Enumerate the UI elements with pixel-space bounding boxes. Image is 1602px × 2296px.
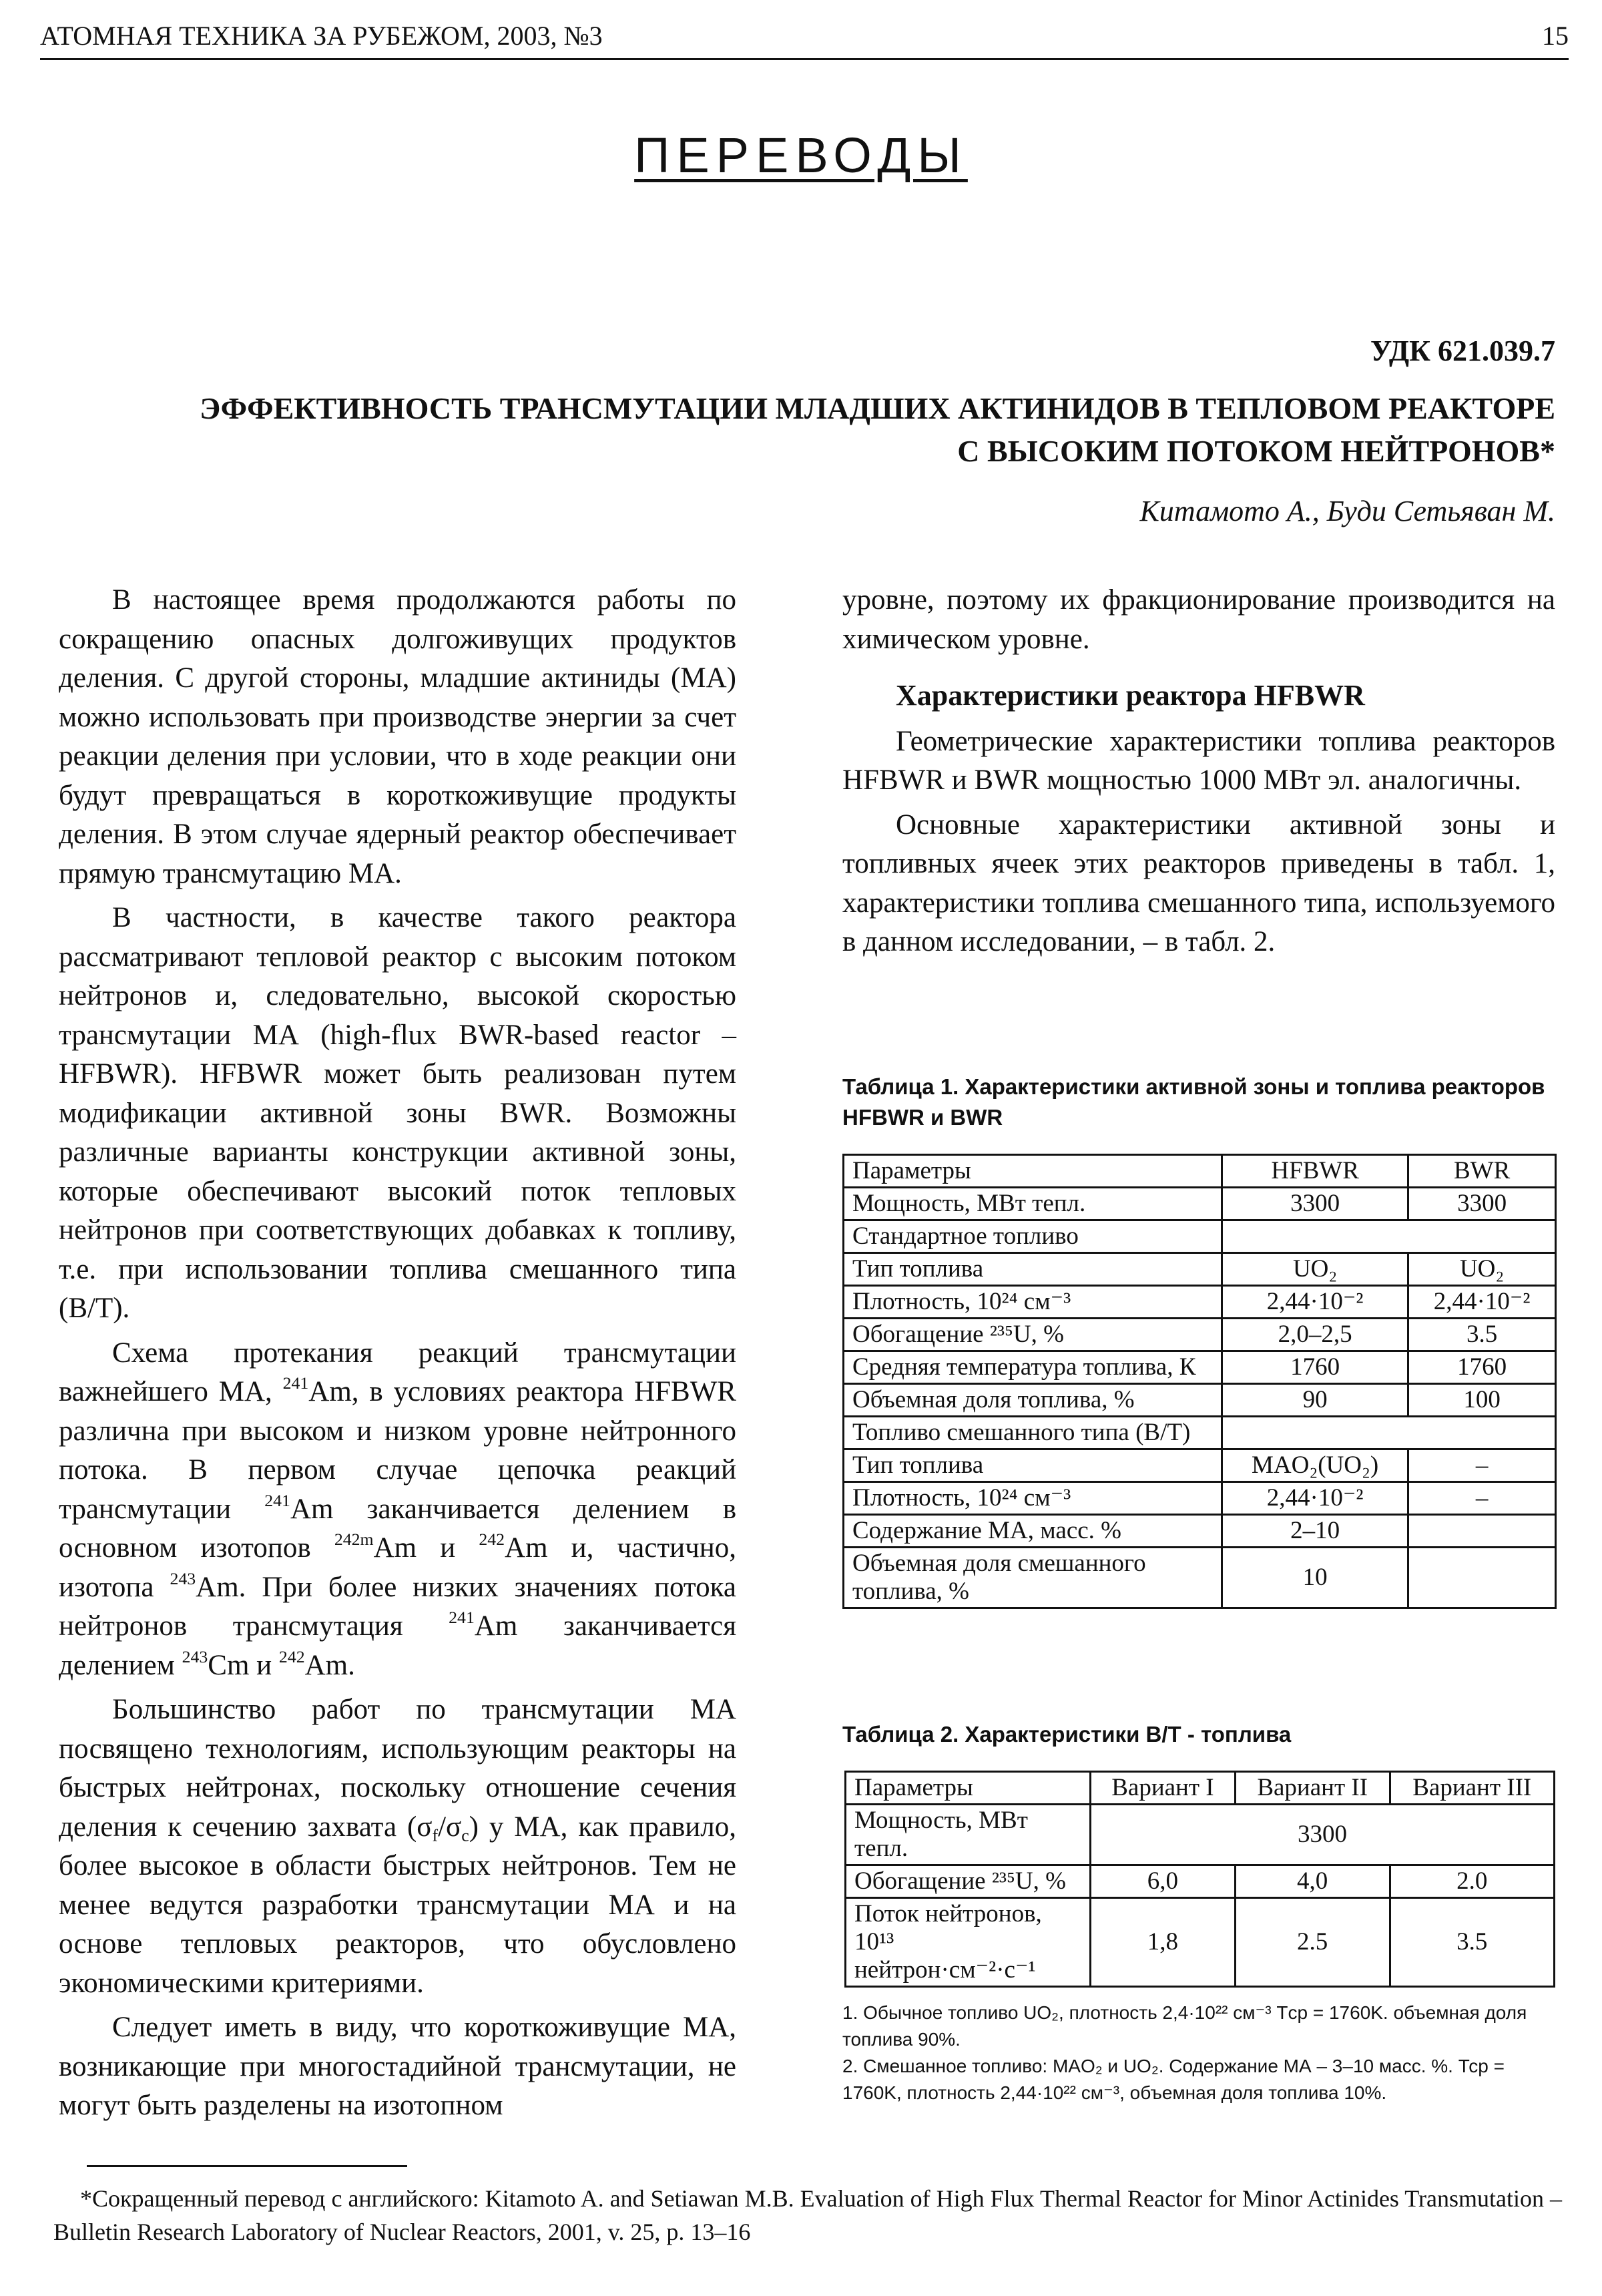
table-row — [844, 1286, 1556, 1319]
header-cell: BWR — [1408, 1155, 1556, 1188]
paragraph: уровне, поэтому их фракционирование производится на химическом уровне. — [842, 584, 1555, 655]
text-run: Am. — [304, 1649, 355, 1681]
value-cell: – — [1408, 1482, 1556, 1515]
value-cell: 1760 — [1222, 1351, 1408, 1384]
value-cell: 2,44·10⁻² — [1408, 1286, 1556, 1319]
table-row — [846, 1865, 1555, 1898]
note: 2. Смешанное топливо: MAO₂ и UO₂. Содержание МА – 3–10 масс. %. Тср = 1760K, плотность 2,44·10²² см⁻³, объемная доля топлива 10%. — [842, 2056, 1505, 2103]
note: 1. Обычное топливо UO₂, плотность 2,4·10²² см⁻³ Tср = 1760K. объемная доля топлива 90%. — [842, 2002, 1527, 2050]
table1-caption: Таблица 1. Характеристики активной зоны и топлива реакторов HFBWR и BWR — [842, 1074, 1545, 1130]
value-cell: – — [1408, 1449, 1556, 1482]
text-run: Am заканчивается делением в основном изотопов — [59, 1493, 736, 1564]
param-cell: Плотность, 10²⁴ см⁻³ — [844, 1482, 1222, 1515]
value-cell: 6,0 — [1091, 1865, 1236, 1898]
value-cell — [1408, 1515, 1556, 1548]
text-run: Am. При более низких значениях потока нейтронов трансмутация — [59, 1571, 736, 1642]
superscript: 242m — [334, 1529, 374, 1549]
table-header-row — [844, 1155, 1556, 1188]
superscript: 243 — [170, 1568, 196, 1588]
value-cell: UO₂ — [1222, 1253, 1408, 1286]
section-title — [0, 127, 1602, 184]
text-run: В частности, в качестве такого реактора рассматривают тепловой реактор с высоким потоком нейтронов и, следовательно, высокой скоростью трансмутации МА (high-flux BWR-based reactor – HFBWR). HFBWR может быть реализован путем модификации активной зоны BWR. Возможны различные варианты конструкции активной зоны, которые обеспечивают высокий поток тепловых нейтронов при соответствующих добавках к топливу, т.е. при использовании топлива смешанного типа (B/T). — [59, 902, 736, 1324]
table-notes — [842, 2000, 1557, 2106]
page-number: 15 — [1542, 21, 1569, 51]
param-cell: Мощность, МВт тепл. — [844, 1188, 1222, 1220]
title-line-1: ЭФФЕКТИВНОСТЬ ТРАНСМУТАЦИИ МЛАДШИХ АКТИНИДОВ В ТЕПЛОВОМ РЕАКТОРЕ — [200, 391, 1555, 425]
text-run: Am и, частично, изотопа — [59, 1532, 737, 1603]
table-row — [844, 1351, 1556, 1384]
superscript: 241 — [282, 1373, 309, 1393]
header-cell: Параметры — [844, 1155, 1222, 1188]
table-row — [846, 1898, 1555, 1987]
text-run: /σ — [438, 1811, 462, 1843]
header-cell: Параметры — [846, 1772, 1091, 1805]
superscript: 242 — [278, 1646, 305, 1666]
param-cell: Плотность, 10²⁴ см⁻³ — [844, 1286, 1222, 1319]
table-row — [844, 1253, 1556, 1286]
header-cell: Вариант II — [1235, 1772, 1390, 1805]
param-cell: Объемная доля топлива, % — [844, 1384, 1222, 1417]
header-cell: HFBWR — [1222, 1155, 1408, 1188]
header-cell: Вариант III — [1390, 1772, 1555, 1805]
paragraph — [59, 581, 736, 893]
empty-cell — [1222, 1220, 1556, 1253]
superscript: 242 — [479, 1529, 505, 1549]
table-row — [844, 1220, 1556, 1253]
subscript: f — [432, 1825, 439, 1845]
value-cell: 2,44·10⁻² — [1222, 1482, 1408, 1515]
value-cell: 10 — [1222, 1548, 1408, 1608]
text-run: Схема протекания реакций трансмутации важнейшего МА, — [59, 1337, 736, 1407]
text-run: Am, в условиях реактора HFBWR различна при высоком и низком уровне нейтронного потока. В первом случае цепочка реакций трансмутации — [59, 1376, 736, 1525]
empty-cell — [1222, 1417, 1556, 1449]
section-title-text: ПЕРЕВОДЫ — [634, 128, 968, 183]
table-header-row — [846, 1772, 1555, 1805]
value-cell: 3300 — [1091, 1805, 1555, 1865]
value-cell: 2.0 — [1390, 1865, 1555, 1898]
subscript: c — [461, 1825, 469, 1845]
paragraph — [59, 2008, 736, 2126]
paragraph — [59, 1334, 736, 1686]
superscript: 241 — [264, 1490, 290, 1510]
value-cell: 2,0–2,5 — [1222, 1319, 1408, 1351]
superscript: 241 — [449, 1607, 475, 1627]
value-cell: 90 — [1222, 1384, 1408, 1417]
table-row — [844, 1515, 1556, 1548]
paragraph: Основные характеристики активной зоны и топливных ячеек этих реакторов приведены в табл. 1, характеристики топлива смешанного типа, используемого в данном исследовании, – в табл. 2. — [842, 809, 1555, 957]
value-cell: 3300 — [1408, 1188, 1556, 1220]
param-cell: Поток нейтронов, 10¹³ нейтрон·см⁻²·с⁻¹ — [846, 1898, 1091, 1987]
param-cell: Средняя температура топлива, К — [844, 1351, 1222, 1384]
authors: Китамото А., Буди Сетьяван М. — [1139, 495, 1555, 527]
table1 — [842, 1154, 1557, 1609]
value-cell — [1408, 1548, 1556, 1608]
param-cell: Обогащение ²³⁵U, % — [844, 1319, 1222, 1351]
param-cell: Топливо смешанного типа (B/T) — [844, 1417, 1222, 1449]
param-cell: Мощность, МВт тепл. — [846, 1805, 1091, 1865]
paragraph — [59, 899, 736, 1329]
header-cell: Вариант I — [1091, 1772, 1236, 1805]
udk-code: УДК 621.039.7 — [1370, 334, 1555, 367]
subheading: Характеристики реактора HFBWR — [896, 679, 1365, 712]
value-cell: 1760 — [1408, 1351, 1556, 1384]
text-run: ) у МА, как правило, более высокое в области быстрых нейтронов. Тем не менее ведутся разработки трансмутации МА и на основе тепловых реакторов, что обусловлено экономическими критериями. — [59, 1811, 736, 1999]
text-run: Следует иметь в виду, что короткоживущие МА, возникающие при многостадийной трансмутации, не могут быть разделены на изотопном — [59, 2012, 736, 2121]
table-row — [844, 1417, 1556, 1449]
table-row — [844, 1319, 1556, 1351]
value-cell: UO₂ — [1408, 1253, 1556, 1286]
left-column — [59, 581, 736, 2126]
param-cell: Стандартное топливо — [844, 1220, 1222, 1253]
value-cell: 3.5 — [1408, 1319, 1556, 1351]
value-cell: 3300 — [1222, 1188, 1408, 1220]
value-cell: 2.5 — [1235, 1898, 1390, 1987]
right-column — [842, 581, 1555, 962]
paragraph — [59, 1690, 736, 2003]
superscript: 243 — [182, 1646, 208, 1666]
param-cell: Обогащение ²³⁵U, % — [846, 1865, 1091, 1898]
journal-name: АТОМНАЯ ТЕХНИКА ЗА РУБЕЖОМ, 2003, №3 — [40, 21, 603, 51]
paragraph: Геометрические характеристики топлива реакторов HFBWR и BWR мощностью 1000 МВт эл. аналогичны. — [842, 725, 1555, 796]
text-run: Am и — [373, 1532, 479, 1564]
value-cell: MAO₂(UO₂) — [1222, 1449, 1408, 1482]
value-cell: 1,8 — [1091, 1898, 1236, 1987]
value-cell: 4,0 — [1235, 1865, 1390, 1898]
article-title — [53, 387, 1555, 473]
footnote-divider — [87, 2165, 407, 2167]
text-run: Большинство работ по трансмутации МА посвящено технологиям, использующим реакторы на быстрых нейтронах, поскольку отношение сечения деления к сечению захвата (σ — [59, 1694, 736, 1843]
param-cell: Тип топлива — [844, 1253, 1222, 1286]
table2 — [844, 1771, 1555, 1988]
value-cell: 2,44·10⁻² — [1222, 1286, 1408, 1319]
table-row — [846, 1805, 1555, 1865]
text-run: Cm и — [208, 1649, 279, 1681]
text-run: Am заканчивается делением — [59, 1610, 736, 1681]
table-row — [844, 1482, 1556, 1515]
param-cell: Тип топлива — [844, 1449, 1222, 1482]
value-cell: 3.5 — [1390, 1898, 1555, 1987]
param-cell: Объемная доля смешанного топлива, % — [844, 1548, 1222, 1608]
value-cell: 2–10 — [1222, 1515, 1408, 1548]
table-row — [844, 1449, 1556, 1482]
value-cell: 100 — [1408, 1384, 1556, 1417]
param-cell: Содержание МА, масс. % — [844, 1515, 1222, 1548]
table-row — [844, 1188, 1556, 1220]
footnote: *Сокращенный перевод с английского: Kitamoto A. and Setiawan M.B. Evaluation of High Flux Thermal Reactor for Minor Actinides Transmutation – Bulletin Research Laboratory of Nuclear Reactors, 2001, v. 25, p. 13–16 — [53, 2185, 1562, 2245]
running-header — [40, 20, 1569, 60]
table-row — [844, 1548, 1556, 1608]
title-line-2: С ВЫСОКИМ ПОТОКОМ НЕЙТРОНОВ* — [957, 434, 1555, 468]
table-row — [844, 1384, 1556, 1417]
table2-caption: Таблица 2. Характеристики B/T - топлива — [842, 1722, 1292, 1747]
text-run: В настоящее время продолжаются работы по сокращению опасных долгоживущих продуктов деления. С другой стороны, младшие актиниды (МА) можно использовать при производстве энергии за счет реакции деления при условии, что в ходе реакции они будут превращаться в короткоживущие продукты деления. В этом случае ядерный реактор обеспечивает прямую трансмутацию МА. — [59, 584, 736, 889]
